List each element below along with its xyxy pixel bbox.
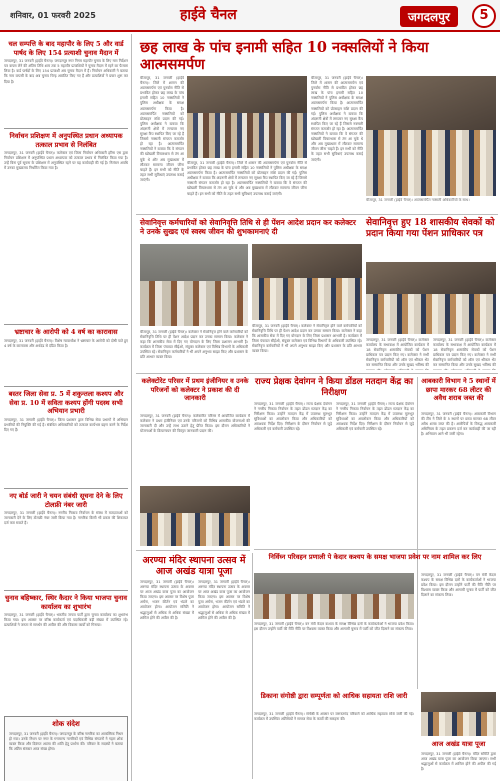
masthead [0,0,500,32]
bjp-joining-body-2: जगदलपुर, 31 जनवरी (हाईवे चैनल)। वन मंत्री केदार कश्यप के समक्ष विभिन्न दलों के कार्यकर्ताओं ने भाजपा प्रवेश किया। इस दौरान उन्होंने पार्टी की रीति नीति पर विश्वास व्यक्त किया और आगामी चुनाव में पार्टी को जीत दिलाने का संकल्प लिया। [421,573,496,598]
bjp-joining-body: जगदलपुर, 31 जनवरी (हाईवे चैनल)। वन मंत्री केदार कश्यप के समक्ष विभिन्न दलों के कार्यकर्ताओं ने भाजपा प्रवेश किया। इस दौरान उन्होंने पार्टी की रीति नीति पर विश्वास व्यक्त किया और आगामी चुनाव में पार्टी को जीत दिलाने का संकल्प लिया। [254,622,414,632]
left-article-5-body: जगदलपुर, 31 जनवरी (हाईवे चैनल)। नगरीय निकाय निर्वाचन के संबंध में मतदाताओं को जानकारी देने के लिए टोलफ्री नंबर जारी किया गया है। नागरिक किसी भी प्रकार की शिकायत दर्ज करा सकते हैं। [4,511,128,526]
divider [4,386,128,387]
photo-people [421,712,496,736]
observer-inspection-headline: राज्य प्रेक्षक देवांगन ने किया डोंडल मतदान केंद्र का निरीक्षण [254,377,414,398]
edition-city: जगदलपुर [400,6,458,27]
pension-authority-photo [366,262,496,334]
left-article-3-headline: भ्रष्टाचार के आरोपी को 4 वर्ष का कारावास [14,328,118,336]
left-news-column [0,34,132,781]
photo-people [187,113,307,158]
pension-order-body: बीजापुर, 31 जनवरी (हाईवे चैनल)। कलेक्टर ने सेवानिवृत्त होने वाले कर्मचारियों को सेवानिवृत्ति तिथि पर ही पेंशन आदेश प्रदान कर उनका सम्मान किया। कलेक्टर ने कहा कि शासकीय सेवा में दिए गए योगदान के लिए जिला प्रशासन आभारी है। कार्यक्रम में जिला पंचायत सीईओ, संयुक्त कलेक्टर एवं विभिन्न विभागों के अधिकारी उपस्थित रहे। सेवानिवृत्त कर्मचारियों ने भी अपने अनुभव साझा किए और प्रशासन के प्रति आभार व्यक्त किया। [140,330,248,360]
divider [254,549,496,550]
photo-people [140,281,248,326]
pension-authority-body-2: जगदलपुर, 31 जनवरी (हाईवे चैनल)। कलेक्टर कार्यालय के सभाकक्ष में आयोजित कार्यक्रम में 18 सेवानिवृत्त शासकीय सेवकों को पेंशन प्राधिकार पत्र प्रदान किए गए। कलेक्टर ने सभी सेवानिवृत्त कर्मचारियों को शॉल एवं श्रीफल भेंट कर सम्मानित किया और उनके सुखद भविष्य की [433,338,496,368]
photo-people [254,594,414,619]
left-article-1 [4,40,128,126]
left-article-3 [4,328,128,384]
pension-event-photo [140,244,248,326]
lead-story-body: बीजापुर, 31 जनवरी (हाईवे चैनल)। जिले में शासन की आत्मसमर्पण एवं पुनर्वास नीति से प्रभावित होकर छह लाख के पांच इनामी सहित 10 नक्सलियों ने पुलिस अधीक्षक के समक्ष आत्मसमर्पण किया है। आत्मसमर्पित नक्सलियों को प्रोत्साहन राशि प्रदान की गई। पुलिस अधीक्षक ने बताया कि अंदरूनी क्षेत्रों में लगातार नए सुरक्षा कैंप स्थापित किए जा रहे हैं जिससे नक्सली संगठन कमजोर हो रहा है। आत्मसमर्पित नक्सलियों ने बताया कि वे संगठन की खोखली विचारधारा से तंग आ चुके थे और अब मुख्यधारा में लौटकर सामान्य जीवन जीना चाहते हैं। इन सभी को नीति के तहत सभी सुविधाएं उपलब्ध कराई जाएंगी। [140,76,184,182]
issue-date: शनिवार, 01 फरवरी 2025 [10,11,96,20]
left-article-3-body: जगदलपुर, 31 जनवरी (हाईवे चैनल)। विशेष न्यायाधीश ने भ्रष्टाचार के आरोपी को दोषी पाते हुए 4 वर्ष के कारावास और अर्थदंड से दंडित किया है। [4,338,128,348]
left-article-4-headline: बस्तर जिला सेवा प्र. 5 में शकुन्तला कश्यप और सेवा प्र. 10 में सविता कश्यप होंगी पदस्थ सभी अभियान प्रभारी [8,390,124,416]
bjp-joining-photo [254,573,414,619]
left-article-1-body: जगदलपुर, 31 जनवरी (हाईवे चैनल)। जगदलपुर नगर निगम महापौर चुनाव के लिए नाम निर्देशन पत्र वापस लेने की अंतिम तिथि शाम तक 5 महापौर प्रत्याशियों ने चुनाव मैदान में रहने का फैसला लिया है। वार्ड पार्षदों के लिए 154 प्रत्याशी अब चुनाव मैदान में हैं। निर्वाचन अधिकारी ने बताया कि नाम वापसी के बाद अब चुनाव चिन्ह आवंटित किए गए हैं और प्रत्याशियों ने प्रचार शुरू कर दिया है। [4,59,128,84]
collectorate-headline: कलेक्टोरेट परिसर में प्रथम इंजीनियर व उनके परिजनों को कलेक्टर ने प्रकाश की दी जानकारी [141,377,249,403]
left-article-4 [4,390,128,486]
obituary-box [4,716,128,781]
temple-festival-body-2: जगदलपुर, 31 जनवरी (हाईवे चैनल)। अरण्या मंदिर स्थापना उत्सव के अवसर पर आज अखंड यात्रा पूजा का आयोजन किया जाएगा। इस अवसर पर विशेष पूजा अर्चना, भजन कीर्तन एवं भंडारे का आयोजन होगा। आयोजन समिति ने श्रद्धालुओं से अधिक से अधिक संख्या में शामिल होने की अपील की है। [198,580,250,620]
puja-body: जगदलपुर, 31 जनवरी (हाईवे चैनल)। मंदिर समिति द्वारा आज अखंड यात्रा पूजा का आयोजन किया जाएगा। सभी श्रद्धालुओं से कार्यक्रम में शामिल होने की अपील की गई है। [421,752,496,772]
left-article-2-body: जगदलपुर, 31 जनवरी (हाईवे चैनल)। कलेक्टर एवं जिला निर्वाचन अधिकारी हरिस एस द्वारा निर्वाचन प्रशिक्षण में अनुपस्थित प्रधान अध्यापक को तत्काल प्रभाव से निलंबित किया गया है। उन्हें बिना पूर्व सूचना के प्रशिक्षण में अनुपस्थित रहने पर यह कार्यवाही की गई है। निलंबन अवधि में उनका मुख्यालय निर्धारित किया गया है। [4,151,128,171]
divider [136,550,250,551]
collectorate-photo [140,486,250,546]
newspaper-brand: हाईवे चैनल [180,7,237,23]
collectorate-body: जगदलपुर, 31 जनवरी (हाईवे चैनल)। कलेक्टोरेट परिसर में आयोजित कार्यक्रम में कलेक्टर ने प्रथम इंजीनियर एवं उनके परिजनों को विभिन्न शासकीय योजनाओं की जानकारी दी और उन्हें लाभ उठाने हेतु प्रेरित किया। इस दौरान अधिकारियों ने योजनाओं के क्रियान्वयन की विस्तृत जानकारी प्रदान की। [140,414,250,434]
obituary-body: जगदलपुर, 31 जनवरी (हाईवे चैनल)। जगदलपुर के वरिष्ठ नागरिक का आकस्मिक निधन हो गया। उनके निधन पर नगर के गणमान्य नागरिकों एवं विभिन्न संगठनों ने गहरा शोक व्यक्त किया और दिवंगत आत्मा की शांति हेतु प्रार्थना की। परिवार के सदस्यों ने बताया कि अंतिम संस्कार आज संपन्न होगा। [9,732,123,752]
lead-photo-caption: बीजापुर, 31 जनवरी (हाईवे चैनल)। आत्मसमर्पित नक्सली अधिकारियों के साथ। [366,198,470,202]
photo-people [252,278,362,320]
main-headline: छह लाख के पांच इनामी सहित 10 नक्सलियों ने किया आत्मसमर्पण [140,39,429,73]
divider [4,128,128,129]
observer-inspection-body: जगदलपुर, 31 जनवरी (हाईवे चैनल)। राज्य प्रेक्षक देवांगन ने नगरीय निकाय निर्वाचन के तहत डोंडल मतदान केंद्र का निरीक्षण किया। उन्होंने मतदान केंद्र में उपलब्ध मूलभूत सुविधाओं का अवलोकन किया और अधिकारियों को आवश्यक निर्देश दिए। निरीक्षण के दौरान निर्वाचन से जुड़े अधिकारी एवं कर्मचारी उपस्थित रहे। [254,402,332,432]
obituary-title: शोक संदेश [52,720,80,728]
page-number: 5 [472,4,496,28]
column-rule [252,553,253,779]
lead-photo-2 [366,76,496,196]
column-rule [417,377,418,689]
pension-authority-body: जगदलपुर, 31 जनवरी (हाईवे चैनल)। कलेक्टर कार्यालय के सभाकक्ष में आयोजित कार्यक्रम में 18 सेवानिवृत्त शासकीय सेवकों को पेंशन प्राधिकार पत्र प्रदान किए गए। कलेक्टर ने सभी सेवानिवृत्त कर्मचारियों को शॉल एवं श्रीफल भेंट कर सम्मानित किया और उनके सुखद भविष्य की [366,338,429,368]
puja-headline: आज अखंड यात्रा पूजा [431,740,486,748]
divider [136,373,498,374]
pension-order-headline: सेवानिवृत्त कर्मचारियों को सेवानिवृत्ति तिथि से ही पेंशन आदेश प्रदान कर कलेक्टर ने उनके सुखद एवं स्वस्थ जीवन की शुभकामनाएं दी [140,218,356,237]
seminar-aid-headline: डिकाना संगोष्ठी द्वारा सम्पूर्णता को आधिक सहायता राशि जारी [260,692,408,700]
pension-authority-headline: सेवानिवृत्त हुए 18 शासकीय सेवकों को प्रदान किया गया पेंशन प्राधिकार पत्र [366,218,495,239]
observer-inspection-body-2: जगदलपुर, 31 जनवरी (हाईवे चैनल)। राज्य प्रेक्षक देवांगन ने नगरीय निकाय निर्वाचन के तहत डोंडल मतदान केंद्र का निरीक्षण किया। उन्होंने मतदान केंद्र में उपलब्ध मूलभूत सुविधाओं का अवलोकन किया और अधिकारियों को आवश्यक निर्देश दिए। निरीक्षण के दौरान निर्वाचन से जुड़े अधिकारी एवं कर्मचारी उपस्थित रहे। [336,402,414,432]
temple-festival-headline: अरण्या मंदिर स्थापना उत्सव में आज अखंड यात्रा पूजा [142,555,246,578]
temple-festival-body: जगदलपुर, 31 जनवरी (हाईवे चैनल)। अरण्या मंदिर स्थापना उत्सव के अवसर पर आज अखंड यात्रा पूजा का आयोजन किया जाएगा। इस अवसर पर विशेष पूजा अर्चना, भजन कीर्तन एवं भंडारे का आयोजन होगा। आयोजन समिति ने श्रद्धालुओं से अधिक से अधिक संख्या में शामिल होने की अपील की है। [140,580,194,620]
left-article-2 [4,132,128,322]
left-article-4-body: जगदलपुर, 31 जनवरी (हाईवे चैनल)। जिला प्रशासन द्वारा विभिन्न सेवा प्रभागों में अभियान प्रभारियों की नियुक्ति की गई है। संबंधित अधिकारियों को तत्काल कार्यभार ग्रहण करने के निर्देश दिए गए हैं। [4,417,128,432]
lead-photo [187,76,307,158]
photo-people [140,513,250,546]
left-article-2-headline: निर्वाचन प्रशिक्षण में अनुपस्थित प्रधान अध्यापक तत्काल प्रभाव से निलंबित [9,132,123,149]
pension-order-body-2: बीजापुर, 31 जनवरी (हाईवे चैनल)। कलेक्टर ने सेवानिवृत्त होने वाले कर्मचारियों को सेवानिवृत्ति तिथि पर ही पेंशन आदेश प्रदान कर उनका सम्मान किया। कलेक्टर ने कहा कि शासकीय सेवा में दिए गए योगदान के लिए जिला प्रशासन आभारी है। कार्यक्रम में जिला पंचायत सीईओ, संयुक्त कलेक्टर एवं विभिन्न विभागों के अधिकारी उपस्थित रहे। सेवानिवृत्त कर्मचारियों ने भी अपने अनुभव साझा किए और प्रशासन के प्रति आभार व्यक्त किया। [252,324,362,354]
photo-people [366,294,496,334]
puja-photo [421,692,496,736]
left-article-5-headline: नए बोर्ड जारी ने चयन संबंधी सूचना देने के लिए टोलफ्री नंबर जारी [9,492,123,509]
excise-raid-body: जगदलपुर, 31 जनवरी (हाईवे चैनल)। आबकारी विभाग की टीम ने जिले के 5 स्थानों पर छापा मारकर 68 लीटर अवैध शराब जब्त की है। आरोपियों के विरुद्ध आबकारी अधिनियम के तहत प्रकरण दर्ज कर कार्यवाही की जा रही है। अभियान आगे भी जारी रहेगा। [421,412,496,437]
pension-event-photo-2 [252,244,362,320]
divider [4,488,128,489]
left-article-6-body: जगदलपुर, 31 जनवरी (हाईवे चैनल)। भारतीय जनता पार्टी द्वारा चुनाव कार्यालय का शुभारंभ किया गया। इस अवसर पर वरिष्ठ कार्यकर्ता एवं पदाधिकारी बड़ी संख्या में उपस्थित रहे। प्रत्याशियों ने जनता से समर्थन की अपील की और विकास कार्यों को गिनाया। [4,613,128,628]
divider [136,214,498,215]
left-article-6-headline: चुनाव बहिष्कार, स्थिर कैदार ने किया भाजपा चुनाव कार्यालय का शुभारंभ [4,594,128,611]
photo-people [366,130,496,196]
lead-story-body-3: बीजापुर, 31 जनवरी (हाईवे चैनल)। जिले में शासन की आत्मसमर्पण एवं पुनर्वास नीति से प्रभावित होकर छह लाख के पांच इनामी सहित 10 नक्सलियों ने पुलिस अधीक्षक के समक्ष आत्मसमर्पण किया है। आत्मसमर्पित नक्सलियों को प्रोत्साहन राशि प्रदान की गई। पुलिस अधीक्षक ने बताया कि अंदरूनी क्षेत्रों में लगातार नए सुरक्षा कैंप स्थापित किए जा रहे हैं जिससे नक्सली संगठन कमजोर हो रहा है। आत्मसमर्पित नक्सलियों ने बताया कि वे संगठन की खोखली विचारधारा से तंग आ चुके थे और अब मुख्यधारा में लौटकर सामान्य जीवन जीना चाहते हैं। इन सभी को नीति के तहत सभी सुविधाएं उपलब्ध कराई जाएंगी। [311,76,363,162]
excise-raid-headline: आबकारी विभाग ने 5 स्थानों में छापा मारकर 68 लीटर की अवैध शराब जब्त की [421,377,496,403]
lead-story-body-2: बीजापुर, 31 जनवरी (हाईवे चैनल)। जिले में शासन की आत्मसमर्पण एवं पुनर्वास नीति से प्रभावित होकर छह लाख के पांच इनामी सहित 10 नक्सलियों ने पुलिस अधीक्षक के समक्ष आत्मसमर्पण किया है। आत्मसमर्पित नक्सलियों को प्रोत्साहन राशि प्रदान की गई। पुलिस अधीक्षक ने बताया कि अंदरूनी क्षेत्रों में लगातार नए सुरक्षा कैंप स्थापित किए जा रहे हैं जिससे नक्सली संगठन कमजोर हो रहा है। आत्मसमर्पित नक्सलियों ने बताया कि वे संगठन की खोखली विचारधारा से तंग आ चुके थे और अब मुख्यधारा में लौटकर सामान्य जीवन जीना चाहते हैं। इन सभी को नीति के तहत सभी सुविधाएं उपलब्ध कराई जाएंगी। [187,161,307,196]
divider [4,324,128,325]
divider [4,590,128,591]
bjp-joining-headline: निर्विघ्न परिवहन प्रणाली पे केदार कश्यप के समक्ष भाजपा प्रवेश पर नाम शामिल कर लिए [268,553,482,561]
seminar-aid-body: जगदलपुर, 31 जनवरी (हाईवे चैनल)। संगोष्ठी के अवसर पर जरूरतमंद परिवारों को आर्थिक सहायता राशि जारी की गई। कार्यक्रम में उपस्थित अतिथियों ने समाज सेवा के कार्यों की सराहना की। [254,712,414,722]
left-article-5 [4,492,128,588]
left-article-1-headline: चल सम्पत्ति के बाद महापौर के लिए 5 और वार्ड पार्षद के लिए 154 प्रत्याशी चुनाव मैदान में [8,40,124,57]
left-article-6 [4,594,128,710]
